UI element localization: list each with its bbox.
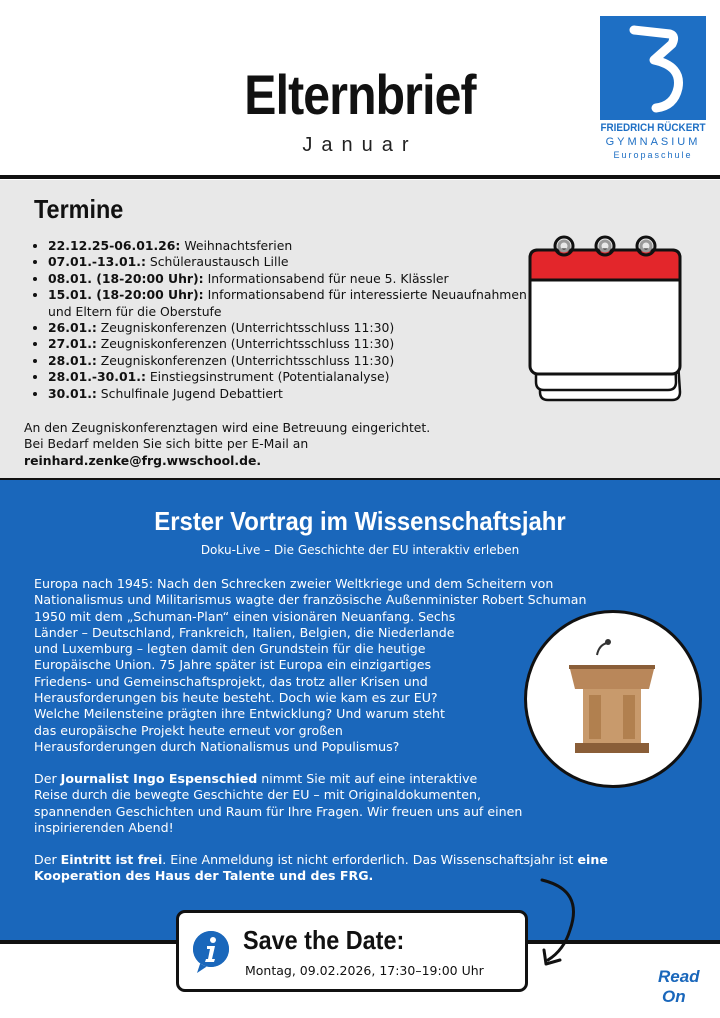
save-the-date-card xyxy=(176,910,528,992)
list-item: • 15.01. (18-20:00 Uhr): Informationsabend für interessierte Neuaufnahmen und Eltern für die Oberstufe xyxy=(48,287,528,320)
calendar-icon xyxy=(522,232,686,404)
page-subtitle: Januar xyxy=(302,134,418,156)
podium-icon xyxy=(527,613,699,785)
badge-text-on: On xyxy=(662,987,686,1006)
badge-text-read: Read xyxy=(658,967,700,986)
list-item: • 28.01.-30.01.: Einstiegsinstrument (Potentialanalyse) xyxy=(48,369,528,385)
vortrag-heading: Erster Vortrag im Wissenschaftsjahr xyxy=(154,506,566,536)
list-item: • 27.01.: Zeugniskonferenzen (Unterrichtsschluss 11:30) xyxy=(48,336,528,352)
header xyxy=(0,0,720,176)
logo-tagline: Europaschule xyxy=(613,150,693,160)
podium-image xyxy=(524,610,702,788)
list-item: • 28.01.: Zeugniskonferenzen (Unterrichtsschluss 11:30) xyxy=(48,353,528,369)
vortrag-paragraph-3: Der Eintritt ist frei. Eine Anmeldung ist nicht erforderlich. Das Wissenschaftsjahr ist eine Kooperation des Haus der Talente und des FRG. xyxy=(34,852,608,884)
arrow-icon xyxy=(520,874,590,974)
termine-heading: Termine xyxy=(34,194,124,224)
vortrag-paragraph-2: Der Journalist Ingo Espenschied nimmt Sie mit auf eine interaktive Reise durch die bewegte Geschichte der EU – mit Originaldokumenten, spannenden Geschichten und Raum für Ihre Fragen. Wir freuen uns auf einen inspirierenden Abend! xyxy=(34,771,523,835)
logo-mark-icon xyxy=(600,16,706,120)
logo-school-type: GYMNASIUM xyxy=(605,136,701,148)
vortrag-kicker: Doku-Live – Die Geschichte der EU interaktiv erleben xyxy=(200,543,520,557)
email-link[interactable]: reinhard.zenke@frg.wwschool.de. xyxy=(24,452,262,468)
save-the-date-heading: Save the Date: xyxy=(243,925,405,955)
list-item: • 30.01.: Schulfinale Jugend Debattiert xyxy=(48,386,528,402)
divider xyxy=(0,175,720,179)
school-logo[interactable] xyxy=(600,16,706,120)
page-title: Elternbrief xyxy=(244,63,476,126)
list-item: • 07.01.-13.01.: Schüleraustausch Lille xyxy=(48,254,528,270)
vortrag-paragraph-1: Europa nach 1945: Nach den Schrecken zweier Weltkriege und dem Scheitern von Nationalismus und Militarismus wagte der französische Außenminister Robert Schuman 1950 mit dem „Schuman-Plan“ einen visionären Neuanfang. Sechs Länder – Deutschland, Frankreich, Italien, Belgien, die Niederlande und Luxemburg – legten damit den Grundstein für die heutige Europäische Union. 75 Jahre später ist Europa ein einzigartiges Friedens- und Gemeinschaftsprojekt, das trotz aller Krisen und Herausforderungen bis heute besteht. Doch wie kam es zur EU? Welche Meilensteine prägten ihre Entwicklung? Und warum steht das europäische Projekt heute erneut vor großen Herausforderungen durch Nationalismus und Populismus? xyxy=(34,576,587,754)
list-item: • 08.01. (18-20:00 Uhr): Informationsabend für neue 5. Klässler xyxy=(48,271,528,287)
info-icon xyxy=(191,929,231,975)
list-item: • 26.01.: Zeugniskonferenzen (Unterrichtsschluss 11:30) xyxy=(48,320,528,336)
read-on-badge[interactable] xyxy=(652,962,708,1012)
termine-list xyxy=(30,238,528,402)
list-item: • 22.12.25-06.01.26: Weihnachtsferien xyxy=(48,238,528,254)
event-datetime: Montag, 09.02.2026, 17:30–19:00 Uhr xyxy=(245,963,484,978)
betreuung-note: An den Zeugniskonferenztagen wird eine Betreuung eingerichtet. Bei Bedarf melden Sie sich bitte per E-Mail an reinhard.zenke@frg.wwschool.de. xyxy=(24,420,431,468)
logo-school-name: FRIEDRICH RÜCKERT xyxy=(600,122,706,134)
